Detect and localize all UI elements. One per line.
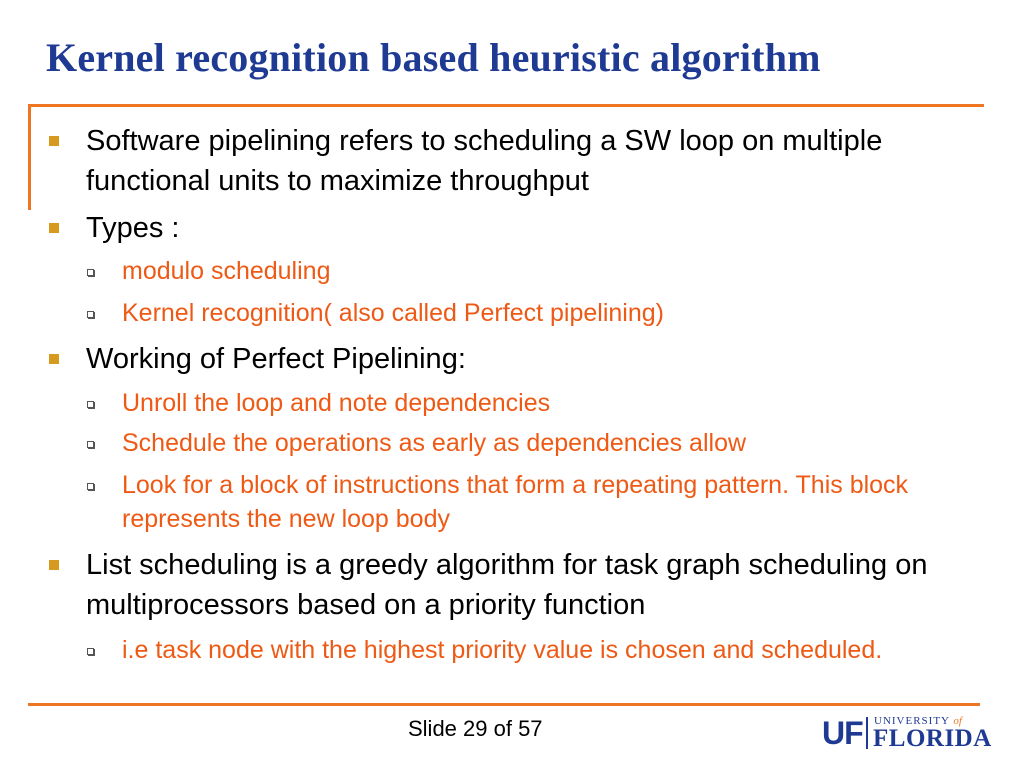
logo-divider bbox=[866, 717, 868, 749]
uf-logo bbox=[822, 713, 992, 753]
sub-bullet-kernel-recognition bbox=[122, 296, 982, 330]
bullet-text: Software pipelining refers to scheduling a SW loop on multiple functional units to maximize throughput bbox=[86, 125, 883, 197]
sub-bullet-text: Unroll the loop and note dependencies bbox=[122, 389, 551, 417]
slide-title: Kernel recognition based heuristic algorithm bbox=[46, 35, 821, 80]
sub-bullet-repeating-pattern bbox=[122, 468, 982, 536]
hollow-square-bullet-icon bbox=[87, 441, 94, 448]
bottom-divider bbox=[28, 703, 980, 706]
sub-bullet-text: Schedule the operations as early as dependencies allow bbox=[122, 429, 747, 457]
sub-bullet-modulo-scheduling bbox=[122, 254, 982, 288]
sub-bullet-text: Look for a block of instructions that form a repeating pattern. This block represents the new loop body bbox=[122, 471, 909, 533]
logo-florida-text: FLORIDA bbox=[873, 725, 992, 752]
logo-uf-text: UF bbox=[822, 715, 863, 751]
sub-bullet-schedule-operations bbox=[122, 426, 982, 460]
sub-bullet-unroll-loop bbox=[122, 386, 982, 420]
slide-number: Slide 29 of 57 bbox=[408, 716, 543, 741]
bullet-text: Working of Perfect Pipelining: bbox=[86, 343, 466, 375]
hollow-square-bullet-icon bbox=[87, 401, 94, 408]
hollow-square-bullet-icon bbox=[87, 483, 94, 490]
hollow-square-bullet-icon bbox=[87, 648, 94, 655]
square-bullet-icon bbox=[49, 223, 59, 233]
sub-bullet-text: Kernel recognition( also called Perfect pipelining) bbox=[122, 299, 664, 327]
bullet-working-perfect-pipelining bbox=[86, 339, 986, 379]
bullet-software-pipelining bbox=[86, 121, 986, 201]
logo-university-text: UNIVERSITY of bbox=[874, 715, 962, 727]
hollow-square-bullet-icon bbox=[87, 269, 94, 276]
sub-bullet-highest-priority bbox=[122, 633, 982, 667]
bullet-types bbox=[86, 208, 986, 248]
square-bullet-icon bbox=[49, 354, 59, 364]
square-bullet-icon bbox=[49, 560, 59, 570]
sub-bullet-text: modulo scheduling bbox=[122, 257, 331, 285]
bullet-text: List scheduling is a greedy algorithm for task graph scheduling on multiprocessors based on a priority function bbox=[86, 549, 928, 621]
sub-bullet-text: i.e task node with the highest priority value is chosen and scheduled. bbox=[122, 636, 883, 664]
top-divider bbox=[28, 104, 984, 107]
bullet-list-scheduling bbox=[86, 545, 986, 625]
bullet-text: Types : bbox=[86, 212, 180, 244]
hollow-square-bullet-icon bbox=[87, 311, 94, 318]
left-accent-bar bbox=[28, 104, 31, 210]
square-bullet-icon bbox=[49, 136, 59, 146]
